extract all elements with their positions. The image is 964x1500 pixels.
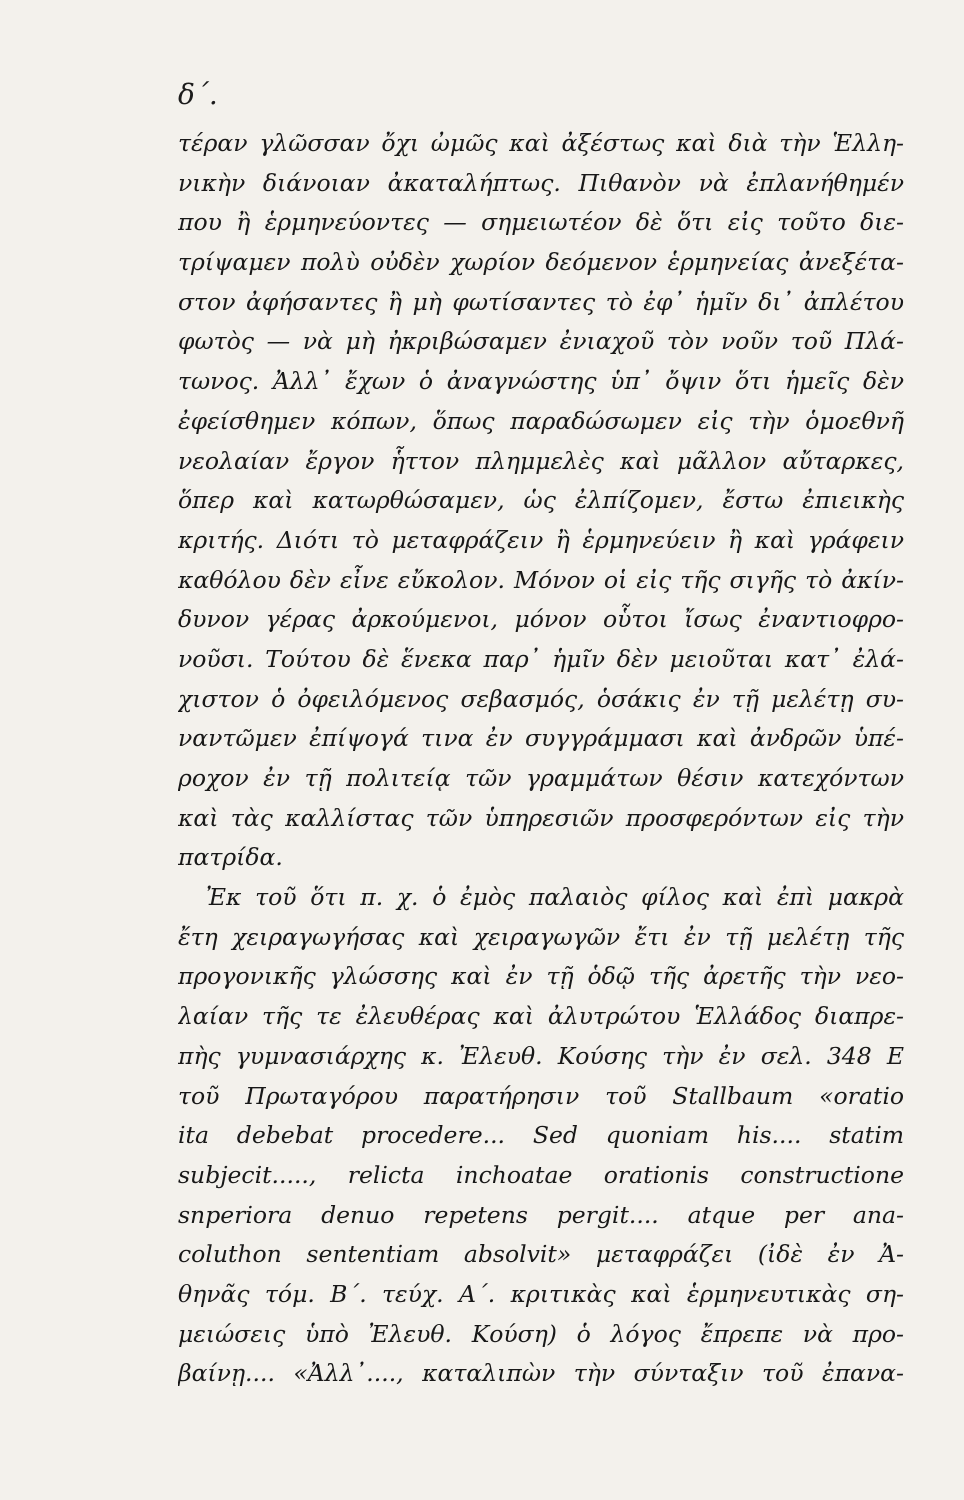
text-line: δυνον γέρας ἀρκούμενοι, μόνον οὗτοι ἴσως ἐναντιοφρο- [178,605,904,634]
text-line: χιστον ὁ ὀφειλόμενος σεβασμός, ὁσάκις ἐν τῇ μελέτῃ συ- [178,684,904,713]
text-line: ὅπερ καὶ κατωρθώσαμεν, ὡς ἐλπίζομεν, ἔστω ἐπιεικὴς [178,486,904,515]
text-line: θηνᾶς τόμ. Β΄. τεύχ. Α΄. κριτικὰς καὶ ἑρμηνευτικὰς ση- [178,1279,904,1308]
text-line: καὶ τὰς καλλίστας τῶν ὑπηρεσιῶν προσφερόντων εἰς τὴν [178,803,904,832]
text-line: ita debebat procedere... Sed quoniam his.... statim [178,1121,904,1150]
text-line: νεολαίαν ἔργον ἧττον πλημμελὲς καὶ μᾶλλον αὔταρκες, [178,446,904,475]
text-line: snperiora denuo repetens pergit.... atque per ana- [178,1200,904,1229]
text-line: τοῦ Πρωταγόρου παρατήρησιν τοῦ Stallbaum «oratio [178,1081,904,1110]
body-text [178,124,904,1394]
text-line: που ἢ ἑρμηνεύοντες — σημειωτέον δὲ ὅτι εἰς τοῦτο διε- [178,208,904,237]
page-number: δ΄. [178,78,218,111]
text-line: πὴς γυμνασιάρχης κ. Ἐλευθ. Κούσης τὴν ἐν σελ. 348 Ε [178,1041,904,1070]
text-line: ροχον ἐν τῇ πολιτείᾳ τῶν γραμμάτων θέσιν κατεχόντων [178,764,904,792]
text-line: τέραν γλῶσσαν ὄχι ὠμῶς καὶ ἀξέστως καὶ διὰ τὴν Ἑλλη- [178,129,904,157]
text-line: subjecit....., relicta inchoatae orationis constructione [178,1160,904,1189]
text-line: νικὴν διάνοιαν ἀκαταλήπτως. Πιθανὸν νὰ ἐπλανήθημέν [178,168,904,197]
text-line: μειώσεις ὑπὸ Ἐλευθ. Κούση) ὁ λόγος ἔπρεπε νὰ προ- [178,1319,904,1348]
text-line: πατρίδα. [178,843,283,872]
text-line: προγονικῆς γλώσσης καὶ ἐν τῇ ὁδῷ τῆς ἀρετῆς τὴν νεο- [178,962,904,991]
text-line: λαίαν τῆς τε ἐλευθέρας καὶ ἀλυτρώτου Ἑλλάδος διαπρε- [178,1002,904,1031]
text-line: Ἐκ τοῦ ὅτι π. χ. ὁ ἐμὸς παλαιὸς φίλος καὶ ἐπὶ μακρὰ [206,883,904,912]
text-line: φωτὸς — νὰ μὴ ἠκριβώσαμεν ἐνιαχοῦ τὸν νοῦν τοῦ Πλά- [178,327,904,356]
text-line: ἐφείσθημεν κόπων, ὅπως παραδώσωμεν εἰς τὴν ὁμοεθνῆ [178,406,904,435]
text-line: coluthon sententiam absolvit» μεταφράζει (ἰδὲ ἐν Ἀ- [178,1240,904,1269]
text-line: τρίψαμεν πολὺ οὐδὲν χωρίον δεόμενον ἑρμηνείας ἀνεξέτα- [178,248,904,277]
text-line: καθόλου δὲν εἶνε εὔκολον. Μόνον οἱ εἰς τῆς σιγῆς τὸ ἀκίν- [178,565,904,594]
text-line: ἔτη χειραγωγήσας καὶ χειραγωγῶν ἔτι ἐν τῇ μελέτῃ τῆς [178,922,904,951]
text-line: νοῦσι. Τούτου δὲ ἕνεκα παρ᾽ ἡμῖν δὲν μειοῦται κατ᾽ ἐλά- [178,644,904,673]
text-line: κριτής. Διότι τὸ μεταφράζειν ἢ ἑρμηνεύειν ἢ καὶ γράφειν [178,525,904,554]
text-line: βαίνῃ.... «Ἀλλ᾽...., καταλιπὼν τὴν σύνταξιν τοῦ ἐπανα- [178,1359,904,1388]
text-line: ναντῶμεν ἐπίψογά τινα ἐν συγγράμμασι καὶ ἀνδρῶν ὑπέ- [178,724,904,753]
text-line: στον ἀφήσαντες ἢ μὴ φωτίσαντες τὸ ἐφ᾽ ἡμῖν δι᾽ ἀπλέτου [178,287,904,316]
text-line: τωνος. Ἀλλ᾽ ἔχων ὁ ἀναγνώστης ὑπ᾽ ὄψιν ὅτι ἡμεῖς δὲν [178,367,904,396]
